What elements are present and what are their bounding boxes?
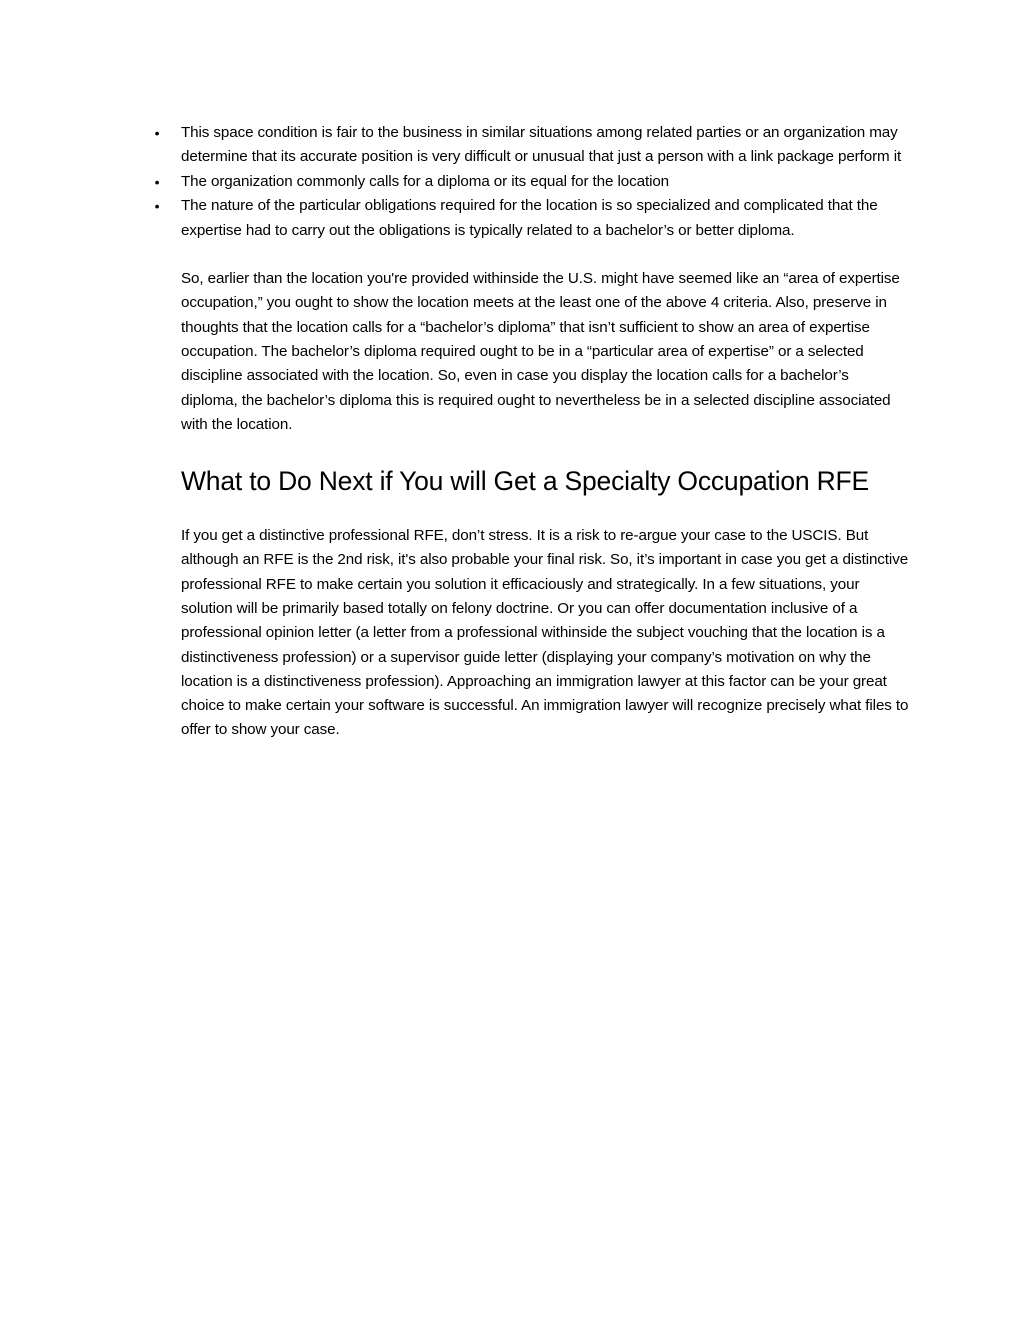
bullet-text: The organization commonly calls for a diploma or its equal for the location: [181, 172, 670, 190]
bullet-icon: •: [154, 173, 160, 190]
section-heading: What to Do Next if You will Get a Specialty Occupation RFE: [181, 466, 870, 497]
bullet-icon: •: [154, 125, 160, 141]
bullet-icon: •: [154, 198, 160, 215]
bullet-text: The nature of the particular obligations required for the location is so specialized and complicated that the expertise had to carry out the obligations is typically related to a bachelor’s or better diploma.: [181, 197, 878, 239]
bullet-list-item: [154, 121, 909, 170]
bullet-list-item: [154, 170, 909, 194]
rfe-advice-paragraph: If you get a distinctive professional RFE, don’t stress. It is a risk to re-argue your case to the USCIS. But although an RFE is the 2nd risk, it's also probable your final risk. So, it’s important in case you get a distinctive professional RFE to make certain you solution it efficaciously and strategically. In a few situations, your solution will be primarily based totally on felony doctrine. Or you can offer documentation inclusive of a professional opinion letter (a letter from a professional withinside the subject vouching that the location is a distinctiveness profession) or a supervisor guide letter (displaying your company’s motivation on why the location is a distinctiveness profession). Approaching an immigration lawyer at this factor can be your great choice to make certain your software is successful. An immigration lawyer will recognize precisely what files to offer to show your case.: [181, 527, 909, 739]
bullet-text: This space condition is fair to the business in similar situations among related parties or an organization may determine that its accurate position is very difficult or unusual that just a person with a link package perform it: [181, 124, 902, 166]
criteria-bullet-list: [154, 121, 909, 243]
bullet-list-item: [154, 194, 909, 243]
document-content: [154, 121, 909, 743]
criteria-explanation-paragraph: So, earlier than the location you're provided withinside the U.S. might have seemed like an “area of expertise occupation,” you ought to show the location meets at the least one of the above 4 criteria. Also, preserve in thoughts that the location calls for a “bachelor’s diploma” that isn’t sufficient to show an area of expertise occupation. The bachelor’s diploma required ought to be in a “particular area of expertise” or a selected discipline associated with the location. So, even in case you display the location calls for a bachelor’s diploma, the bachelor’s diploma this is required ought to nevertheless be in a selected discipline associated with the location.: [181, 270, 900, 433]
